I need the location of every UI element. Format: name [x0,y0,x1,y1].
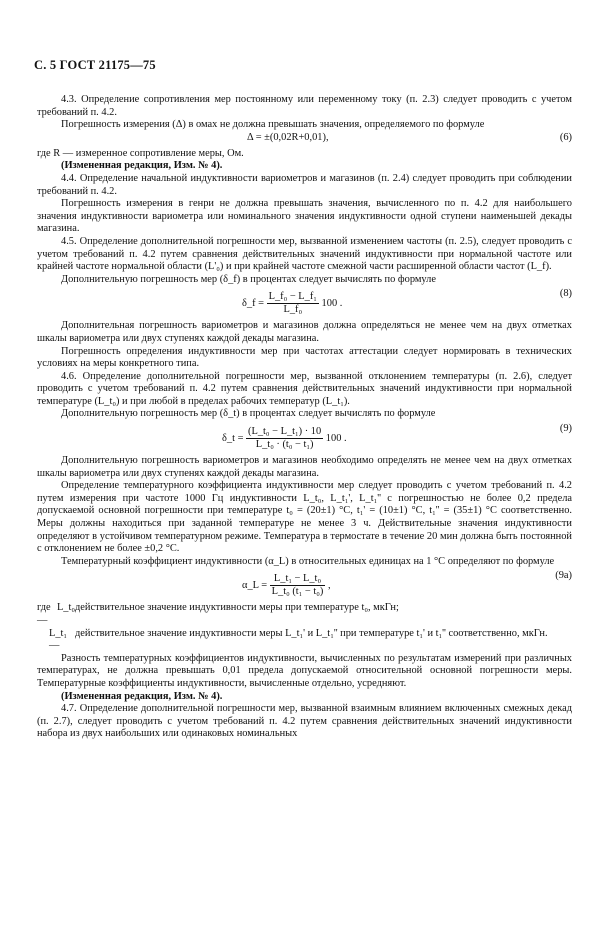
paragraph-4-6: 4.6. Определение дополнительной погрешности мер, вызванной отклонением температуры (п. 2.6), следует проводить с учетом требований п. 4.2 путем сравнения действительных значений индуктивности при нормальной температуре (L_t₀) и при любой в пределах рабочих температур (L_t₁). [37,370,572,407]
paragraph-4-3: 4.3. Определение сопротивления мер постоянному или переменному току (п. 2.3) следует проводить с учетом требований п. 4.2. [37,94,572,118]
paragraph-alpha: Температурный коэффициент индуктивности (α_L) в относительных единицах на 1 °С определяют по формуле [61,555,555,567]
formula-8-lhs: δ_f = [242,298,265,310]
document-body [37,94,572,741]
legend-symbol: где L_t₀ — [37,602,75,626]
formula-9-number: (9) [559,423,572,435]
formula-6-expr: Δ = ±(0,02R+0,01), [247,131,329,143]
formula-8-fraction [267,291,319,316]
formula-9-numerator: (L_t₀ − L_t₁) · 10 [248,426,322,438]
legend-symbol: L_t₁ — [49,627,68,652]
formula-9-fraction [246,426,323,451]
formula-9-tail: 100 . [325,432,347,444]
formula-9a-fraction [270,573,326,598]
formula-8-denominator: L_f₀ [283,304,303,316]
formula-6 [37,132,572,148]
legend-description: действительное значение индуктивности меры L_t₁' и L_t₁'' при температуре t₁' и t₁'' соответственно, мкГн. [75,627,548,639]
page-header: С. 5 ГОСТ 21175—75 [34,58,156,72]
formula-9a-number: (9а) [555,570,572,582]
formula-9a-numerator: L_t₁ − L_t₀ [270,573,326,586]
paragraph-add-variometers: Дополнительная погрешность вариометров и магазинов должна определяться не менее чем на двух отметках шкалы вариометра или двух ступенях каждой декады магазина. [37,320,572,344]
paragraph-add-error-f: Дополнительную погрешность мер (δ_f) в процентах следует вычислять по формуле [61,273,436,285]
formula-8-tail: 100 . [321,298,343,310]
paragraph-where-r: где R — измеренное сопротивление меры, Ом. [37,147,244,159]
legend-item-lt0 [37,602,572,627]
legend-item-lt1 [37,628,572,653]
paragraph-difference: Разность температурных коэффициентов индуктивности, вычисленных по результатам измерений при различных температурах, не должна превышать 0,01 предела допускаемой относительной основной погрешности меры. Температурные коэффициенты индуктивности, вычисленные отдельно, усредняют. [37,652,572,689]
formula-9a [37,568,572,602]
formula-9a-lhs: α_L = [242,580,268,592]
revision-note: (Измененная редакция, Изм. № 4). [61,690,223,702]
paragraph-error-henry: Погрешность измерения в генри не должна превышать значения, вычисленного по п. 4.2 для наибольшего значения индуктивности вариометра или номинального значения индуктивности одной ступени наименьшей декады магазина. [37,198,572,235]
paragraph-error-ohm: Погрешность измерения (Δ) в омах не должна превышать значения, определяемого по формуле [61,119,485,131]
formula-9a-tail: , [327,580,331,592]
formula-9-denominator: L_t₀ · (t₀ − t₁) [255,439,314,451]
formula-9 [37,421,572,455]
paragraph-4-5: 4.5. Определение дополнительной погрешности мер, вызванной изменением частоты (п. 2.5), следует проводить с учетом требований п. 4.2 путем сравнения действительных значений индуктивности при нормальной частоте или крайней частоте нормальной области (L'₀) и при крайней частоте смежной части расширенной области частот (L_f). [37,235,572,273]
formula-9-lhs: δ_t = [222,432,244,444]
formula-8-number: (8) [559,288,572,300]
formula-9a-denominator: L_t₀ (t₁ − t₀) [271,586,324,598]
paragraph-temp-coef: Определение температурного коэффициента индуктивности мер следует проводить с учетом требований п. 4.2 путем измерения при частоте 1000 Гц индуктивности L_t₀, L_t₁', L_t₁'' с погрешностью не более 0,2 предела допускаемой основной погрешности при температуре t₀ = (20±1) °С, t₁' = (10±1) °С, t₁'' = (35±1) °С соответственно. Меры должны находиться при заданной температуре не менее 3 ч. Действительные значения индуктивности определяют в устойчивом температурном режиме. Температура в термостате в течение 20 мин должна быть постоянной с отклонением не более ±0,2 °С. [37,480,572,555]
paragraph-4-7: 4.7. Определение дополнительной погрешности мер, вызванной взаимным влиянием включенных смежных декад (п. 2.7), следует проводить с учетом требований п. 4.2 путем сравнения действительных значений индуктивности набора из двух наибольших или одинаковых номинальных [37,703,572,740]
paragraph-add-variometers-2: Дополнительную погрешность вариометров и магазинов необходимо определять не менее чем на двух отметках шкалы вариометра или двух ступенях каждой декады магазина. [37,455,572,479]
formula-8-numerator: L_f₀ − L_f₁ [268,291,317,303]
revision-note: (Измененная редакция, Изм. № 4). [61,160,223,172]
legend-description: действительное значение индуктивности меры при температуре t₀, мкГн; [75,602,399,614]
paragraph-norm: Погрешность определения индуктивности мер при частотах аттестации следует нормировать в технических условиях на меры конкретного типа. [37,345,572,370]
formula-6-number: (6) [559,131,572,143]
paragraph-4-4: 4.4. Определение начальной индуктивности вариометров и магазинов (п. 2.4) следует проводить при соблюдении требований п. 4.2. [37,172,572,197]
paragraph-add-error-t: Дополнительную погрешность мер (δ_t) в процентах следует вычислять по формуле [61,408,436,420]
formula-8 [37,286,572,320]
